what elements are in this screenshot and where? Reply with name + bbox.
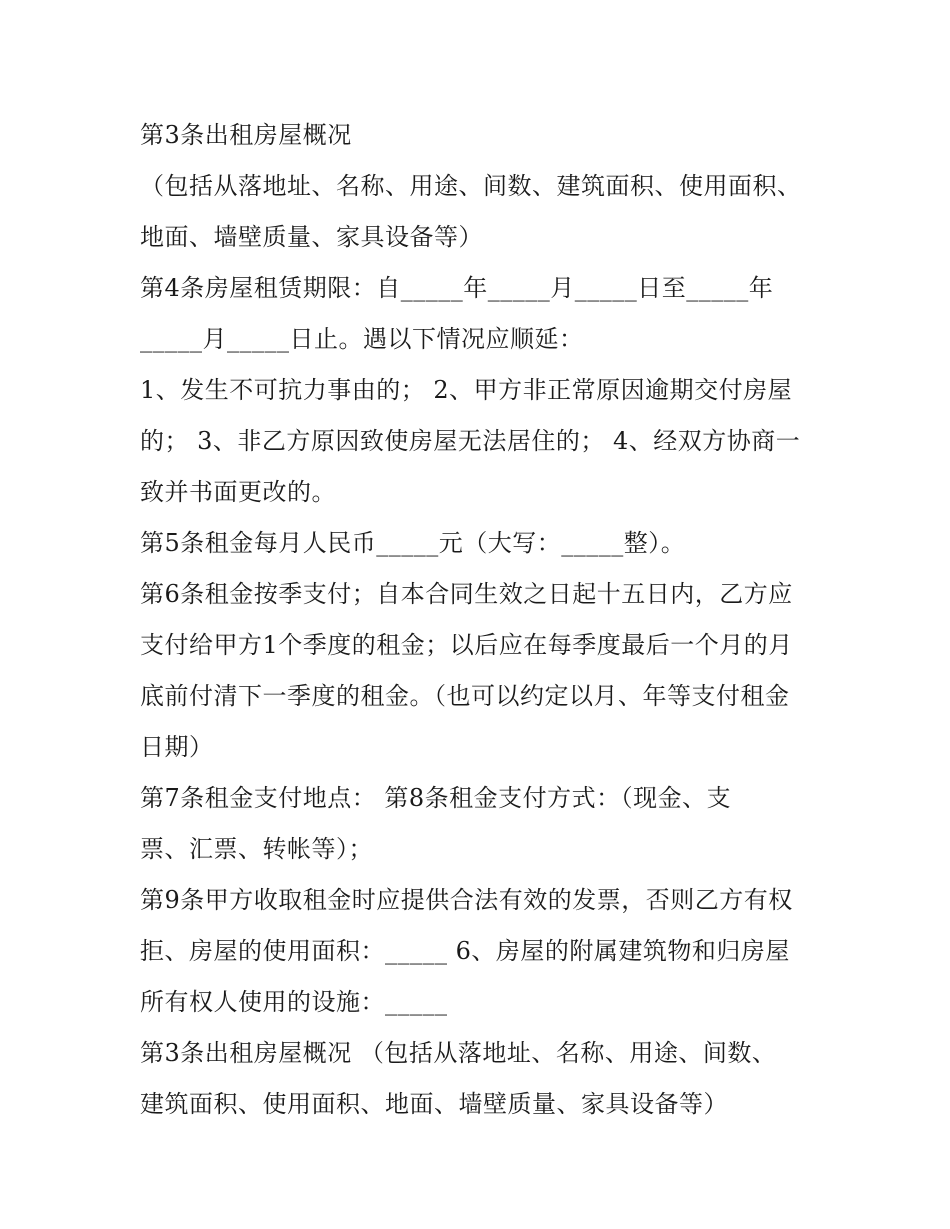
text-line: 第7条租金支付地点： 第8条租金支付方式：（现金、支 [140, 784, 732, 812]
text-line: 第3条出租房屋概况 [140, 121, 352, 149]
text-line: 日期） [140, 733, 214, 761]
text-line: 地面、墙壁质量、家具设备等） [140, 223, 483, 251]
text-line: 第4条房屋租赁期限：自_____年_____月_____日至_____年 [140, 274, 774, 302]
text-line: 底前付清下一季度的租金。（也可以约定以月、年等支付租金 [140, 682, 790, 710]
document-body [140, 110, 840, 1130]
text-line: 第3条出租房屋概况 （包括从落地址、名称、用途、间数、 [140, 1039, 777, 1067]
text-line: 致并书面更改的。 [140, 478, 336, 506]
text-line: _____月_____日止。遇以下情况应顺延： [140, 325, 584, 353]
text-line: 第9条甲方收取租金时应提供合法有效的发票，否则乙方有权 [140, 886, 793, 914]
text-line: 1、发生不可抗力事由的； 2、甲方非正常原因逾期交付房屋 [140, 376, 793, 404]
text-line: 拒、房屋的使用面积：_____ 6、房屋的附属建筑物和归房屋 [140, 937, 790, 965]
text-line: 票、汇票、转帐等）； [140, 835, 373, 863]
text-line: 第5条租金每月人民币_____元（大写：_____整）。 [140, 529, 686, 557]
text-line: 所有权人使用的设施：_____ [140, 988, 448, 1016]
text-line: （包括从落地址、名称、用途、间数、建筑面积、使用面积、 [140, 172, 802, 200]
text-line: 的； 3、非乙方原因致使房屋无法居住的； 4、经双方协商一 [140, 427, 801, 455]
text-line: 支付给甲方1个季度的租金；以后应在每季度最后一个月的月 [140, 631, 793, 659]
text-line: 建筑面积、使用面积、地面、墙壁质量、家具设备等） [140, 1090, 728, 1118]
text-line: 第6条租金按季支付；自本合同生效之日起十五日内，乙方应 [140, 580, 793, 608]
